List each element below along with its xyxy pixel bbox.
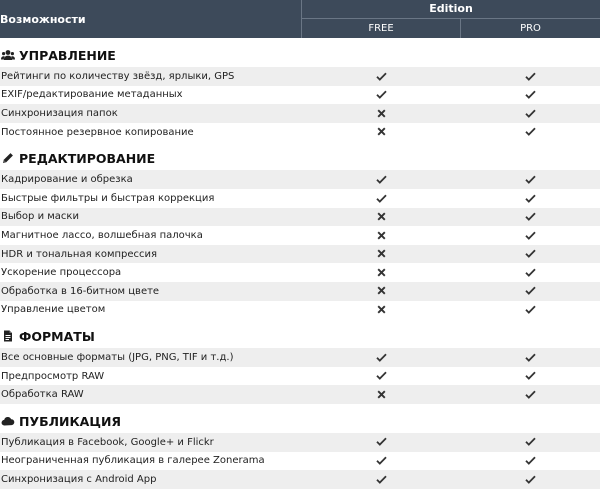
free-check-icon bbox=[302, 71, 460, 83]
feature-label: Выбор и маски bbox=[1, 211, 79, 223]
feature-label: Магнитное лассо, волшебная палочка bbox=[1, 229, 203, 241]
pro-check-icon bbox=[460, 370, 600, 382]
free-cross-icon bbox=[302, 285, 460, 297]
pro-check-icon bbox=[460, 174, 600, 186]
table-row bbox=[0, 170, 600, 189]
feature-label: Рейтинги по количеству звёзд, ярлыки, GPS bbox=[1, 70, 235, 82]
table-row bbox=[0, 86, 600, 105]
pro-check-icon bbox=[460, 455, 600, 467]
pro-check-icon bbox=[460, 126, 600, 138]
pro-check-icon bbox=[460, 71, 600, 83]
pro-check-icon bbox=[460, 352, 600, 364]
edition-header: Edition bbox=[429, 2, 473, 15]
feature-label: Обработка в 16-битном цвете bbox=[1, 285, 160, 297]
free-cross-icon bbox=[302, 304, 460, 316]
pro-check-icon bbox=[460, 248, 600, 260]
pro-column-header: PRO bbox=[520, 23, 541, 34]
pro-check-icon bbox=[460, 193, 600, 205]
feature-label: Управление цветом bbox=[1, 304, 106, 316]
pro-check-icon bbox=[460, 230, 600, 242]
free-cross-icon bbox=[302, 248, 460, 260]
free-check-icon bbox=[302, 89, 460, 101]
free-check-icon bbox=[302, 174, 460, 186]
free-check-icon bbox=[302, 370, 460, 382]
table-row bbox=[0, 245, 600, 264]
free-check-icon bbox=[302, 436, 460, 448]
section-header bbox=[0, 404, 600, 433]
table-row bbox=[0, 301, 600, 320]
pro-check-icon bbox=[460, 304, 600, 316]
section-header bbox=[0, 141, 600, 170]
feature-label: EXIF/редактирование метаданных bbox=[1, 89, 183, 101]
table-row bbox=[0, 104, 600, 123]
pro-check-icon bbox=[460, 267, 600, 279]
feature-label: Обработка RAW bbox=[1, 389, 84, 401]
pro-check-icon bbox=[460, 389, 600, 401]
feature-label: Быстрые фильтры и быстрая коррекция bbox=[1, 192, 215, 204]
pro-check-icon bbox=[460, 436, 600, 448]
table-row bbox=[0, 433, 600, 452]
pro-check-icon bbox=[460, 89, 600, 101]
section-title: ФОРМАТЫ bbox=[19, 329, 95, 345]
table-row bbox=[0, 226, 600, 245]
cloud-icon bbox=[1, 414, 15, 428]
features-column-header: Возможности bbox=[0, 12, 86, 26]
section-title: УПРАВЛЕНИЕ bbox=[19, 48, 116, 63]
table-row bbox=[0, 367, 600, 386]
table-row bbox=[0, 263, 600, 282]
free-cross-icon bbox=[302, 211, 460, 223]
table-row bbox=[0, 452, 600, 471]
section-title: РЕДАКТИРОВАНИЕ bbox=[19, 151, 156, 167]
feature-label: Неограниченная публикация в галерее Zonerama bbox=[1, 455, 265, 467]
pro-check-icon bbox=[460, 211, 600, 223]
free-cross-icon bbox=[302, 230, 460, 242]
feature-label: Постоянное резервное копирование bbox=[1, 126, 194, 138]
feature-label: Публикация в Facebook, Google+ и Flickr bbox=[1, 436, 214, 448]
section-header bbox=[0, 319, 600, 348]
feature-label: Синхронизация с Android App bbox=[1, 473, 157, 485]
feature-label: Синхронизация папок bbox=[1, 107, 118, 119]
table-row bbox=[0, 348, 600, 367]
pro-check-icon bbox=[460, 474, 600, 486]
comparison-table bbox=[0, 38, 600, 489]
free-cross-icon bbox=[302, 108, 460, 120]
feature-label: Кадрирование и обрезка bbox=[1, 174, 133, 186]
table-row bbox=[0, 189, 600, 208]
free-cross-icon bbox=[302, 126, 460, 138]
free-check-icon bbox=[302, 193, 460, 205]
pro-check-icon bbox=[460, 285, 600, 297]
free-cross-icon bbox=[302, 267, 460, 279]
free-check-icon bbox=[302, 455, 460, 467]
users-icon bbox=[1, 48, 15, 62]
table-row bbox=[0, 208, 600, 227]
feature-label: Все основные форматы (JPG, PNG, TIF и т.д.) bbox=[1, 351, 234, 363]
table-header bbox=[0, 0, 600, 38]
free-column-header: FREE bbox=[368, 23, 394, 34]
table-row bbox=[0, 123, 600, 142]
feature-label: Ускорение процессора bbox=[1, 267, 122, 279]
file-icon bbox=[1, 329, 15, 343]
pro-check-icon bbox=[460, 108, 600, 120]
table-row bbox=[0, 282, 600, 301]
feature-label: HDR и тональная компрессия bbox=[1, 248, 158, 260]
free-check-icon bbox=[302, 474, 460, 486]
section-header bbox=[0, 38, 600, 67]
feature-label: Предпросмотр RAW bbox=[1, 370, 105, 382]
table-row bbox=[0, 67, 600, 86]
section-title: ПУБЛИКАЦИЯ bbox=[19, 413, 122, 429]
pencil-icon bbox=[1, 151, 15, 165]
free-cross-icon bbox=[302, 389, 460, 401]
table-row bbox=[0, 470, 600, 489]
table-row bbox=[0, 385, 600, 404]
free-check-icon bbox=[302, 352, 460, 364]
